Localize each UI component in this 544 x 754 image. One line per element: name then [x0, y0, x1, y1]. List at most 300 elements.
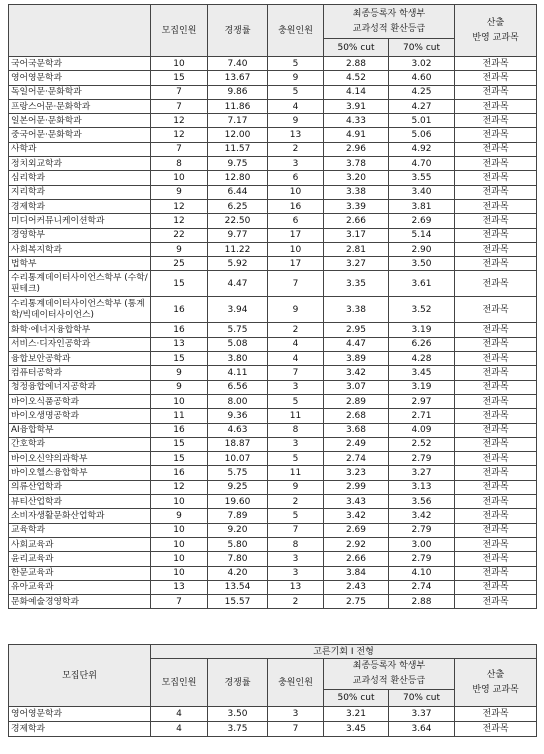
- header-extra: 충원인원: [268, 659, 324, 707]
- cell-extra: 17: [268, 228, 324, 242]
- cell-subject: 전과목: [455, 552, 537, 566]
- cell-dept: 컴퓨터공학과: [9, 366, 151, 380]
- cell-dept: 경영학부: [9, 228, 151, 242]
- cell-cut70: 2.79: [389, 523, 455, 537]
- cell-dept: 수리통계데이터사이언스학부 (통계학/빅데이터사이언스): [9, 297, 151, 323]
- cell-cut50: 2.49: [324, 437, 389, 451]
- cell-cut70: 5.14: [389, 228, 455, 242]
- cell-cut50: 2.88: [324, 57, 389, 71]
- cell-dept: 일본어문·문화학과: [9, 114, 151, 128]
- cell-cut70: 2.74: [389, 580, 455, 594]
- cell-rate: 7.80: [208, 552, 268, 566]
- table-row: [9, 707, 537, 722]
- cell-extra: 7: [268, 523, 324, 537]
- cell-dept: 융합보안공학과: [9, 352, 151, 366]
- cell-dept: 간호학과: [9, 437, 151, 451]
- cell-cut70: 3.55: [389, 171, 455, 185]
- cell-extra: 2: [268, 142, 324, 156]
- cell-rate: 9.25: [208, 480, 268, 494]
- cell-subject: 전과목: [455, 297, 537, 323]
- cell-rate: 6.56: [208, 380, 268, 394]
- cell-subject: 전과목: [455, 722, 537, 737]
- cell-quota: 22: [151, 228, 208, 242]
- group-title: 고른기회 I 전형: [151, 645, 537, 659]
- cell-cut70: 2.79: [389, 552, 455, 566]
- cell-quota: 7: [151, 595, 208, 609]
- cell-rate: 13.67: [208, 71, 268, 85]
- cell-subject: 전과목: [455, 423, 537, 437]
- cell-subject: 전과목: [455, 337, 537, 351]
- header-subject-line2: 반영 교과목: [472, 32, 519, 43]
- table-row: [9, 185, 537, 199]
- cell-cut50: 2.66: [324, 214, 389, 228]
- cell-dept: 미디어커뮤니케이션학과: [9, 214, 151, 228]
- table-row: [9, 552, 537, 566]
- cell-cut70: 3.64: [389, 722, 455, 737]
- cell-rate: 5.08: [208, 337, 268, 351]
- cell-cut50: 3.38: [324, 297, 389, 323]
- cell-extra: 5: [268, 394, 324, 408]
- cell-dept: 중국어문·문화학과: [9, 128, 151, 142]
- cell-cut70: 3.45: [389, 366, 455, 380]
- cell-extra: 3: [268, 552, 324, 566]
- table-row: [9, 257, 537, 271]
- cell-subject: 전과목: [455, 214, 537, 228]
- cell-cut70: 3.19: [389, 380, 455, 394]
- cell-rate: 9.20: [208, 523, 268, 537]
- cell-dept: AI융합학부: [9, 423, 151, 437]
- table-row: [9, 537, 537, 551]
- cell-rate: 5.80: [208, 537, 268, 551]
- cell-cut50: 3.07: [324, 380, 389, 394]
- cell-dept: 뷰티산업학과: [9, 495, 151, 509]
- cell-subject: 전과목: [455, 580, 537, 594]
- cell-extra: 4: [268, 352, 324, 366]
- cell-dept: 바이오식품공학과: [9, 394, 151, 408]
- table-row: [9, 128, 537, 142]
- cell-cut50: 2.95: [324, 323, 389, 337]
- table-row: [9, 437, 537, 451]
- cell-subject: 전과목: [455, 228, 537, 242]
- cell-cut70: 4.28: [389, 352, 455, 366]
- cell-subject: 전과목: [455, 71, 537, 85]
- cell-subject: 전과목: [455, 495, 537, 509]
- cell-extra: 13: [268, 128, 324, 142]
- cell-extra: 3: [268, 380, 324, 394]
- header-quota: 모집인원: [151, 659, 208, 707]
- table-row: [9, 71, 537, 85]
- cell-rate: 4.20: [208, 566, 268, 580]
- cell-quota: 10: [151, 57, 208, 71]
- cell-subject: 전과목: [455, 523, 537, 537]
- cell-quota: 9: [151, 509, 208, 523]
- cell-subject: 전과목: [455, 323, 537, 337]
- header-cut50: 50% cut: [324, 39, 389, 57]
- header-final-grade: [324, 5, 455, 39]
- cell-cut50: 3.78: [324, 157, 389, 171]
- cell-subject: 전과목: [455, 257, 537, 271]
- cell-extra: 3: [268, 707, 324, 722]
- cell-extra: 11: [268, 409, 324, 423]
- cell-quota: 13: [151, 337, 208, 351]
- cell-cut50: 3.42: [324, 509, 389, 523]
- cell-extra: 9: [268, 71, 324, 85]
- cell-quota: 15: [151, 352, 208, 366]
- cell-cut70: 3.27: [389, 466, 455, 480]
- cell-dept: 바이오신약의과학부: [9, 452, 151, 466]
- cell-cut70: 3.52: [389, 297, 455, 323]
- cell-cut50: 2.89: [324, 394, 389, 408]
- cell-quota: 12: [151, 114, 208, 128]
- cell-dept: 서비스·디자인공학과: [9, 337, 151, 351]
- header-final-grade-line1: 최종등록자 학생부: [352, 661, 426, 671]
- cell-cut50: 3.42: [324, 366, 389, 380]
- cell-cut70: 4.09: [389, 423, 455, 437]
- cell-extra: 4: [268, 99, 324, 113]
- cell-rate: 5.92: [208, 257, 268, 271]
- cell-rate: 3.75: [208, 722, 268, 737]
- cell-quota: 13: [151, 580, 208, 594]
- cell-rate: 11.86: [208, 99, 268, 113]
- cell-rate: 4.11: [208, 366, 268, 380]
- table-row: [9, 142, 537, 156]
- cell-subject: 전과목: [455, 509, 537, 523]
- cell-rate: 11.22: [208, 242, 268, 256]
- cell-quota: 15: [151, 437, 208, 451]
- cell-dept: 영어영문학과: [9, 707, 151, 722]
- cell-extra: 6: [268, 171, 324, 185]
- cell-cut50: 2.68: [324, 409, 389, 423]
- cell-subject: 전과목: [455, 85, 537, 99]
- cell-quota: 7: [151, 85, 208, 99]
- table-row: [9, 423, 537, 437]
- cell-extra: 5: [268, 452, 324, 466]
- cell-quota: 7: [151, 99, 208, 113]
- cell-cut50: 2.96: [324, 142, 389, 156]
- header-extra: 충원인원: [268, 5, 324, 57]
- cell-quota: 16: [151, 323, 208, 337]
- cell-extra: 8: [268, 423, 324, 437]
- cell-cut70: 4.60: [389, 71, 455, 85]
- cell-subject: 전과목: [455, 114, 537, 128]
- cell-subject: 전과목: [455, 128, 537, 142]
- cell-subject: 전과목: [455, 271, 537, 297]
- cell-subject: 전과목: [455, 707, 537, 722]
- header-subject-line1: 산출: [486, 17, 505, 28]
- cell-cut70: 3.42: [389, 509, 455, 523]
- cell-cut50: 2.69: [324, 523, 389, 537]
- cell-dept: 의류산업학과: [9, 480, 151, 494]
- cell-quota: 15: [151, 71, 208, 85]
- cell-dept: 청정융합에너지공학과: [9, 380, 151, 394]
- table-row: [9, 409, 537, 423]
- cell-cut70: 5.06: [389, 128, 455, 142]
- cell-cut50: 2.74: [324, 452, 389, 466]
- cell-quota: 12: [151, 480, 208, 494]
- cell-cut70: 4.27: [389, 99, 455, 113]
- cell-rate: 9.77: [208, 228, 268, 242]
- cell-rate: 6.25: [208, 199, 268, 213]
- cell-extra: 5: [268, 57, 324, 71]
- cell-quota: 10: [151, 537, 208, 551]
- cell-extra: 10: [268, 242, 324, 256]
- cell-rate: 13.54: [208, 580, 268, 594]
- cell-quota: 10: [151, 523, 208, 537]
- cell-extra: 9: [268, 480, 324, 494]
- cell-subject: 전과목: [455, 352, 537, 366]
- cell-cut70: 4.25: [389, 85, 455, 99]
- cell-rate: 7.40: [208, 57, 268, 71]
- cell-cut70: 3.19: [389, 323, 455, 337]
- cell-quota: 12: [151, 128, 208, 142]
- table-row: [9, 242, 537, 256]
- cell-quota: 15: [151, 271, 208, 297]
- cell-cut50: 3.91: [324, 99, 389, 113]
- cell-quota: 12: [151, 214, 208, 228]
- cell-cut70: 4.70: [389, 157, 455, 171]
- cell-cut50: 4.14: [324, 85, 389, 99]
- header-cut70: 70% cut: [389, 39, 455, 57]
- cell-extra: 10: [268, 185, 324, 199]
- header-rate: 경쟁률: [208, 659, 268, 707]
- cell-cut50: 4.33: [324, 114, 389, 128]
- cell-cut50: 3.39: [324, 199, 389, 213]
- cell-cut70: 3.50: [389, 257, 455, 271]
- cell-dept: 경제학과: [9, 722, 151, 737]
- header-quota: 모집인원: [151, 5, 208, 57]
- cell-extra: 9: [268, 114, 324, 128]
- cell-cut50: 2.66: [324, 552, 389, 566]
- cell-quota: 10: [151, 171, 208, 185]
- cell-rate: 5.75: [208, 323, 268, 337]
- cell-dept: 사회교육과: [9, 537, 151, 551]
- table-row: [9, 99, 537, 113]
- cell-dept: 정치외교학과: [9, 157, 151, 171]
- cell-cut50: 2.43: [324, 580, 389, 594]
- cell-quota: 10: [151, 566, 208, 580]
- cell-dept: 유아교육과: [9, 580, 151, 594]
- cell-cut70: 3.81: [389, 199, 455, 213]
- table-body: [9, 707, 537, 737]
- table-row: [9, 566, 537, 580]
- cell-quota: 11: [151, 409, 208, 423]
- cell-extra: 2: [268, 595, 324, 609]
- cell-rate: 7.89: [208, 509, 268, 523]
- table-row: [9, 466, 537, 480]
- cell-rate: 18.87: [208, 437, 268, 451]
- cell-extra: 8: [268, 537, 324, 551]
- cell-subject: 전과목: [455, 366, 537, 380]
- cell-quota: 12: [151, 199, 208, 213]
- cell-subject: 전과목: [455, 537, 537, 551]
- cell-dept: 프랑스어문·문화학과: [9, 99, 151, 113]
- header-dept: [9, 5, 151, 57]
- cell-extra: 2: [268, 323, 324, 337]
- cell-rate: 3.94: [208, 297, 268, 323]
- cell-extra: 3: [268, 157, 324, 171]
- cell-subject: 전과목: [455, 142, 537, 156]
- cell-extra: 11: [268, 466, 324, 480]
- cell-dept: 교육학과: [9, 523, 151, 537]
- table-row: [9, 157, 537, 171]
- cell-dept: 한문교육과: [9, 566, 151, 580]
- cell-cut70: 3.02: [389, 57, 455, 71]
- header-subject: [455, 659, 537, 707]
- cell-cut70: 3.00: [389, 537, 455, 551]
- cell-extra: 7: [268, 366, 324, 380]
- header-final-grade-line2: 교과성적 환산등급: [352, 676, 426, 686]
- cell-cut70: 3.13: [389, 480, 455, 494]
- cell-subject: 전과목: [455, 566, 537, 580]
- table-row: [9, 380, 537, 394]
- cell-rate: 6.44: [208, 185, 268, 199]
- header-dept: 모집단위: [9, 645, 151, 707]
- cell-cut50: 2.92: [324, 537, 389, 551]
- cell-extra: 16: [268, 199, 324, 213]
- cell-rate: 3.50: [208, 707, 268, 722]
- cell-quota: 16: [151, 466, 208, 480]
- table-row: [9, 452, 537, 466]
- cell-quota: 16: [151, 423, 208, 437]
- header-cut70: 70% cut: [389, 690, 455, 707]
- table-row: [9, 394, 537, 408]
- table-row: [9, 297, 537, 323]
- cell-extra: 13: [268, 580, 324, 594]
- cell-subject: 전과목: [455, 185, 537, 199]
- cell-cut70: 2.71: [389, 409, 455, 423]
- cell-cut50: 3.38: [324, 185, 389, 199]
- cell-dept: 바이오헬스융합학부: [9, 466, 151, 480]
- cell-quota: 9: [151, 185, 208, 199]
- cell-dept: 사학과: [9, 142, 151, 156]
- table-row: [9, 171, 537, 185]
- header-final-grade-line2: 교과성적 환산등급: [352, 23, 426, 34]
- cell-cut50: 4.91: [324, 128, 389, 142]
- cell-extra: 7: [268, 722, 324, 737]
- cell-subject: 전과목: [455, 452, 537, 466]
- table-row: [9, 523, 537, 537]
- table-row: [9, 495, 537, 509]
- cell-rate: 15.57: [208, 595, 268, 609]
- cell-subject: 전과목: [455, 242, 537, 256]
- cell-cut50: 3.17: [324, 228, 389, 242]
- cell-dept: 문화예술경영학과: [9, 595, 151, 609]
- header-final-grade: [324, 659, 455, 690]
- table-row: [9, 199, 537, 213]
- cell-cut70: 2.79: [389, 452, 455, 466]
- cell-rate: 12.00: [208, 128, 268, 142]
- cell-cut50: 3.21: [324, 707, 389, 722]
- cell-cut50: 3.43: [324, 495, 389, 509]
- table-row: [9, 480, 537, 494]
- cell-extra: 4: [268, 337, 324, 351]
- cell-quota: 25: [151, 257, 208, 271]
- cell-dept: 영어영문학과: [9, 71, 151, 85]
- cell-subject: 전과목: [455, 157, 537, 171]
- cell-cut70: 3.40: [389, 185, 455, 199]
- cell-extra: 6: [268, 214, 324, 228]
- cell-quota: 8: [151, 157, 208, 171]
- cell-cut50: 3.45: [324, 722, 389, 737]
- cell-cut50: 3.84: [324, 566, 389, 580]
- header-rate: 경쟁률: [208, 5, 268, 57]
- cell-extra: 5: [268, 509, 324, 523]
- table-row: [9, 323, 537, 337]
- admission-results-table: [8, 4, 537, 609]
- cell-quota: 4: [151, 722, 208, 737]
- table-row: [9, 722, 537, 737]
- cell-cut70: 2.90: [389, 242, 455, 256]
- cell-dept: 독일어문·문화학과: [9, 85, 151, 99]
- cell-extra: 2: [268, 495, 324, 509]
- table-row: [9, 509, 537, 523]
- cell-dept: 수리통계데이터사이언스학부 (수학/핀테크): [9, 271, 151, 297]
- cell-quota: 9: [151, 242, 208, 256]
- cell-quota: 4: [151, 707, 208, 722]
- cell-rate: 4.63: [208, 423, 268, 437]
- cell-extra: 3: [268, 437, 324, 451]
- cell-cut50: 3.68: [324, 423, 389, 437]
- header-cut50: 50% cut: [324, 690, 389, 707]
- cell-rate: 3.80: [208, 352, 268, 366]
- header-subject-line2: 반영 교과목: [472, 684, 519, 695]
- cell-dept: 심리학과: [9, 171, 151, 185]
- cell-cut70: 2.88: [389, 595, 455, 609]
- cell-subject: 전과목: [455, 409, 537, 423]
- cell-subject: 전과목: [455, 480, 537, 494]
- cell-rate: 7.17: [208, 114, 268, 128]
- cell-rate: 4.47: [208, 271, 268, 297]
- cell-subject: 전과목: [455, 171, 537, 185]
- cell-cut70: 3.61: [389, 271, 455, 297]
- cell-cut50: 2.75: [324, 595, 389, 609]
- cell-rate: 12.80: [208, 171, 268, 185]
- cell-dept: 국어국문학과: [9, 57, 151, 71]
- table-row: [9, 595, 537, 609]
- table-row: [9, 352, 537, 366]
- table-body: [9, 57, 537, 609]
- cell-cut50: 4.47: [324, 337, 389, 351]
- cell-cut50: 3.89: [324, 352, 389, 366]
- cell-cut70: 2.69: [389, 214, 455, 228]
- cell-dept: 윤리교육과: [9, 552, 151, 566]
- table-row: [9, 271, 537, 297]
- cell-subject: 전과목: [455, 380, 537, 394]
- table-row: [9, 366, 537, 380]
- table-row: [9, 57, 537, 71]
- cell-cut70: 5.01: [389, 114, 455, 128]
- cell-quota: 10: [151, 552, 208, 566]
- cell-cut50: 4.52: [324, 71, 389, 85]
- cell-subject: 전과목: [455, 199, 537, 213]
- cell-rate: 22.50: [208, 214, 268, 228]
- cell-quota: 7: [151, 142, 208, 156]
- cell-rate: 10.07: [208, 452, 268, 466]
- cell-subject: 전과목: [455, 437, 537, 451]
- cell-dept: 화학·에너지융합학부: [9, 323, 151, 337]
- cell-quota: 15: [151, 452, 208, 466]
- header-final-grade-line1: 최종등록자 학생부: [352, 8, 426, 19]
- cell-cut50: 2.99: [324, 480, 389, 494]
- table-row: [9, 337, 537, 351]
- cell-cut70: 3.56: [389, 495, 455, 509]
- cell-extra: 7: [268, 271, 324, 297]
- cell-quota: 10: [151, 495, 208, 509]
- cell-extra: 5: [268, 85, 324, 99]
- cell-quota: 10: [151, 394, 208, 408]
- cell-extra: 17: [268, 257, 324, 271]
- cell-subject: 전과목: [455, 57, 537, 71]
